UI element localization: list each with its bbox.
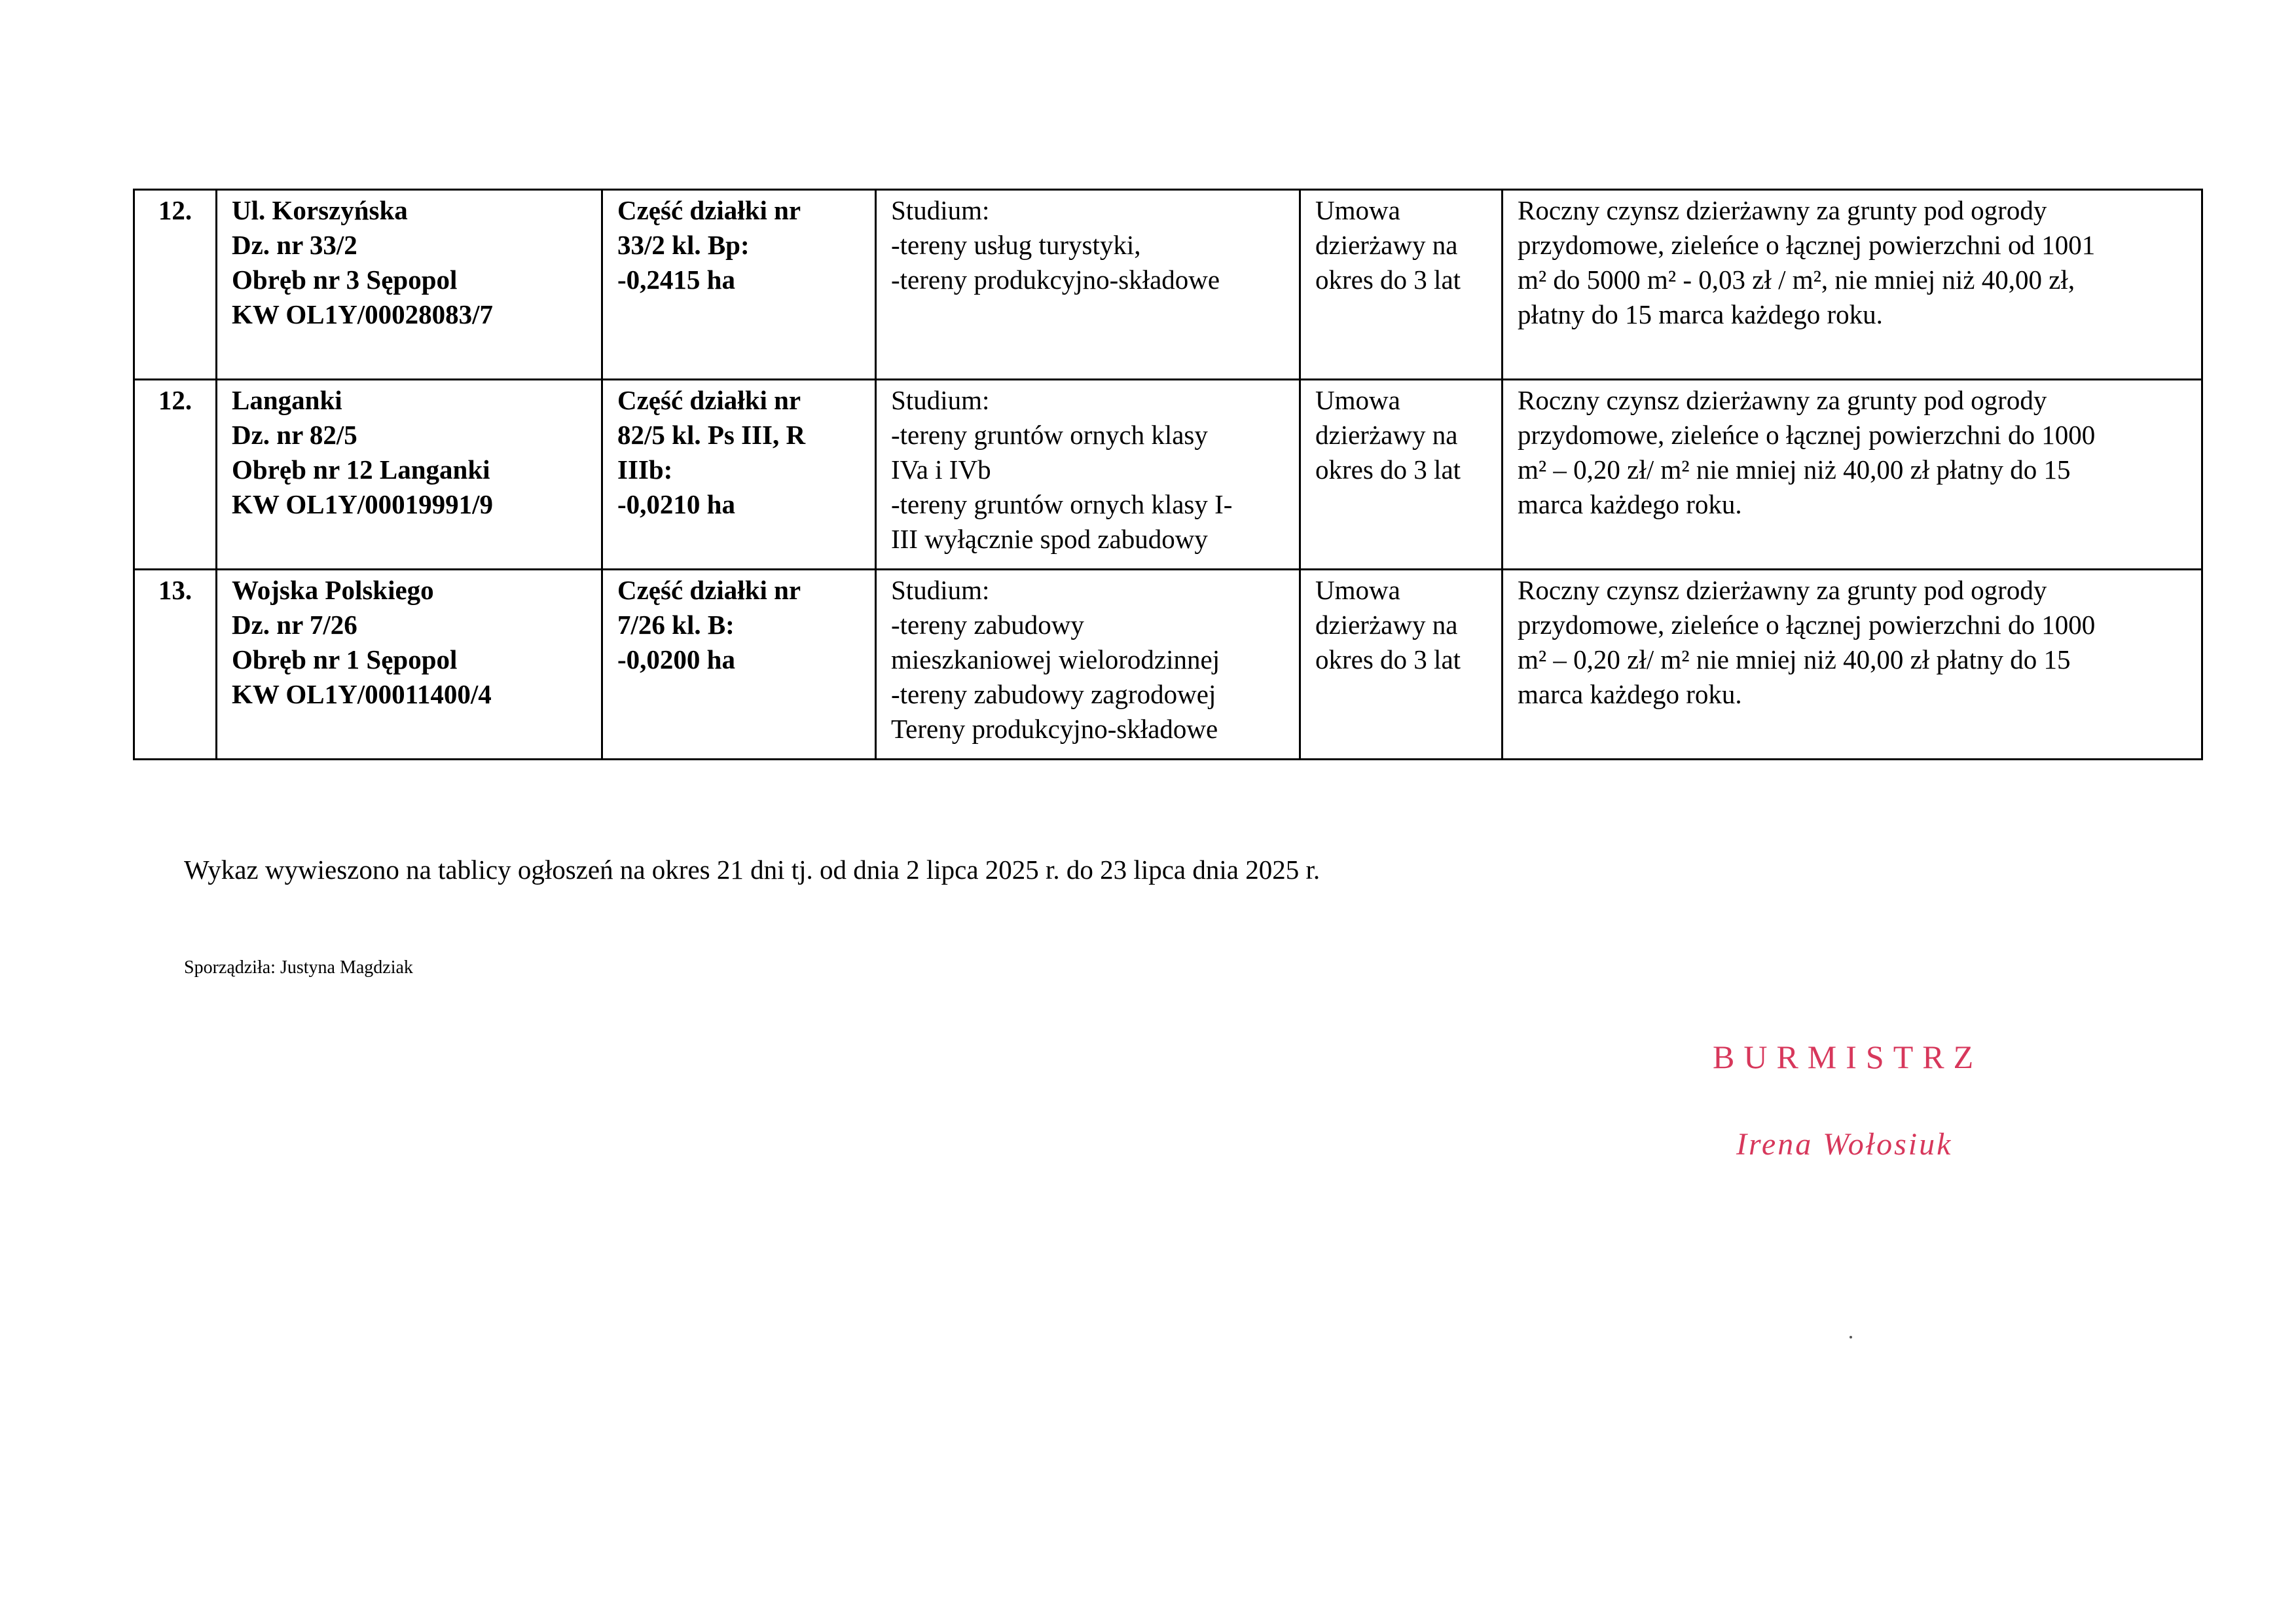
rent-line: Roczny czynsz dzierżawny za grunty pod ogrody — [1518, 575, 2047, 605]
agreement-cell — [1300, 380, 1503, 570]
rent-line: marca każdego roku. — [1518, 679, 1742, 709]
rent-line: przydomowe, zieleńce o łącznej powierzchni od 1001 — [1518, 230, 2096, 260]
designation-line: Tereny produkcyjno-składowe — [891, 714, 1218, 744]
location-cell — [217, 190, 602, 380]
designation-cell — [876, 190, 1300, 380]
parcel-part-line: -0,0200 ha — [617, 644, 735, 674]
parcel-part-cell — [602, 190, 876, 380]
agreement-line: dzierżawy na — [1315, 230, 1458, 260]
parcel-part-cell — [602, 380, 876, 570]
agreement-line: okres do 3 lat — [1315, 265, 1461, 295]
parcel-part-line: 7/26 kl. B: — [617, 610, 735, 640]
rent-cell — [1503, 570, 2202, 760]
location-cell — [217, 380, 602, 570]
rent-line: m² do 5000 m² - 0,03 zł / m², nie mniej niż 40,00 zł, — [1518, 265, 2075, 295]
location-line: Dz. nr 7/26 — [232, 610, 357, 640]
location-line: Dz. nr 82/5 — [232, 420, 357, 450]
parcel-part-cell — [602, 570, 876, 760]
prepared-by: Sporządziła: Justyna Magdziak — [184, 957, 413, 978]
location-line: KW OL1Y/00028083/7 — [232, 299, 494, 329]
rent-line: Roczny czynsz dzierżawny za grunty pod ogrody — [1518, 195, 2047, 225]
designation-line: -tereny gruntów ornych klasy I- — [891, 489, 1233, 519]
agreement-line: Umowa — [1315, 575, 1400, 605]
location-line: Dz. nr 33/2 — [232, 230, 357, 260]
parcel-part-line: -0,0210 ha — [617, 489, 735, 519]
row-number-cell: 13. — [134, 570, 217, 760]
designation-cell — [876, 380, 1300, 570]
agreement-line: okres do 3 lat — [1315, 454, 1461, 485]
rent-cell — [1503, 380, 2202, 570]
designation-line: Studium: — [891, 385, 990, 415]
parcel-part-line: -0,2415 ha — [617, 265, 735, 295]
rent-line: przydomowe, zieleńce o łącznej powierzchni do 1000 — [1518, 610, 2096, 640]
designation-line: -tereny usług turystyki, — [891, 230, 1141, 260]
agreement-line: dzierżawy na — [1315, 420, 1458, 450]
parcel-part-line: Część działki nr — [617, 575, 801, 605]
stamp-signature-name: Irena Wołosiuk — [1736, 1127, 1953, 1162]
location-line: Langanki — [232, 385, 342, 415]
agreement-line: okres do 3 lat — [1315, 644, 1461, 674]
rent-cell — [1503, 190, 2202, 380]
location-line: Obręb nr 3 Sępopol — [232, 265, 458, 295]
designation-line: -tereny produkcyjno-składowe — [891, 265, 1220, 295]
table-row — [134, 570, 2202, 760]
posting-note: Wykaz wywieszono na tablicy ogłoszeń na okres 21 dni tj. od dnia 2 lipca 2025 r. do 23 lipca dnia 2025 r. — [184, 855, 1321, 885]
row-number-cell: 12. — [134, 380, 217, 570]
location-line: Ul. Korszyńska — [232, 195, 408, 225]
agreement-line: dzierżawy na — [1315, 610, 1458, 640]
agreement-cell — [1300, 190, 1503, 380]
rent-line: m² – 0,20 zł/ m² nie mniej niż 40,00 zł płatny do 15 — [1518, 644, 2071, 674]
designation-line: Studium: — [891, 575, 990, 605]
agreement-cell — [1300, 570, 1503, 760]
designation-line: mieszkaniowej wielorodzinnej — [891, 644, 1220, 674]
rent-line: płatny do 15 marca każdego roku. — [1518, 299, 1883, 329]
agreement-line: Umowa — [1315, 195, 1400, 225]
rent-line: m² – 0,20 zł/ m² nie mniej niż 40,00 zł płatny do 15 — [1518, 454, 2071, 485]
mayor-stamp — [1702, 1038, 2030, 1182]
rent-line: przydomowe, zieleńce o łącznej powierzchni do 1000 — [1518, 420, 2096, 450]
designation-line: IVa i IVb — [891, 454, 991, 485]
parcel-part-line: 82/5 kl. Ps III, R — [617, 420, 806, 450]
parcel-part-line: 33/2 kl. Bp: — [617, 230, 750, 260]
location-line: Wojska Polskiego — [232, 575, 434, 605]
parcel-part-line: Część działki nr — [617, 385, 801, 415]
location-line: Obręb nr 12 Langanki — [232, 454, 490, 485]
designation-cell — [876, 570, 1300, 760]
parcel-part-line: IIIb: — [617, 454, 673, 485]
location-line: KW OL1Y/00011400/4 — [232, 679, 492, 709]
lease-table — [133, 189, 2203, 760]
location-line: Obręb nr 1 Sępopol — [232, 644, 458, 674]
designation-line: III wyłącznie spod zabudowy — [891, 524, 1208, 554]
designation-line: Studium: — [891, 195, 990, 225]
parcel-part-line: Część działki nr — [617, 195, 801, 225]
table-row — [134, 380, 2202, 570]
agreement-line: Umowa — [1315, 385, 1400, 415]
scan-speck — [1850, 1336, 1852, 1338]
stamp-title: BURMISTRZ — [1713, 1039, 1983, 1075]
table-row — [134, 190, 2202, 380]
location-cell — [217, 570, 602, 760]
location-line: KW OL1Y/00019991/9 — [232, 489, 494, 519]
row-number-cell: 12. — [134, 190, 217, 380]
designation-line: -tereny zabudowy — [891, 610, 1084, 640]
designation-line: -tereny zabudowy zagrodowej — [891, 679, 1216, 709]
rent-line: Roczny czynsz dzierżawny za grunty pod ogrody — [1518, 385, 2047, 415]
designation-line: -tereny gruntów ornych klasy — [891, 420, 1208, 450]
rent-line: marca każdego roku. — [1518, 489, 1742, 519]
